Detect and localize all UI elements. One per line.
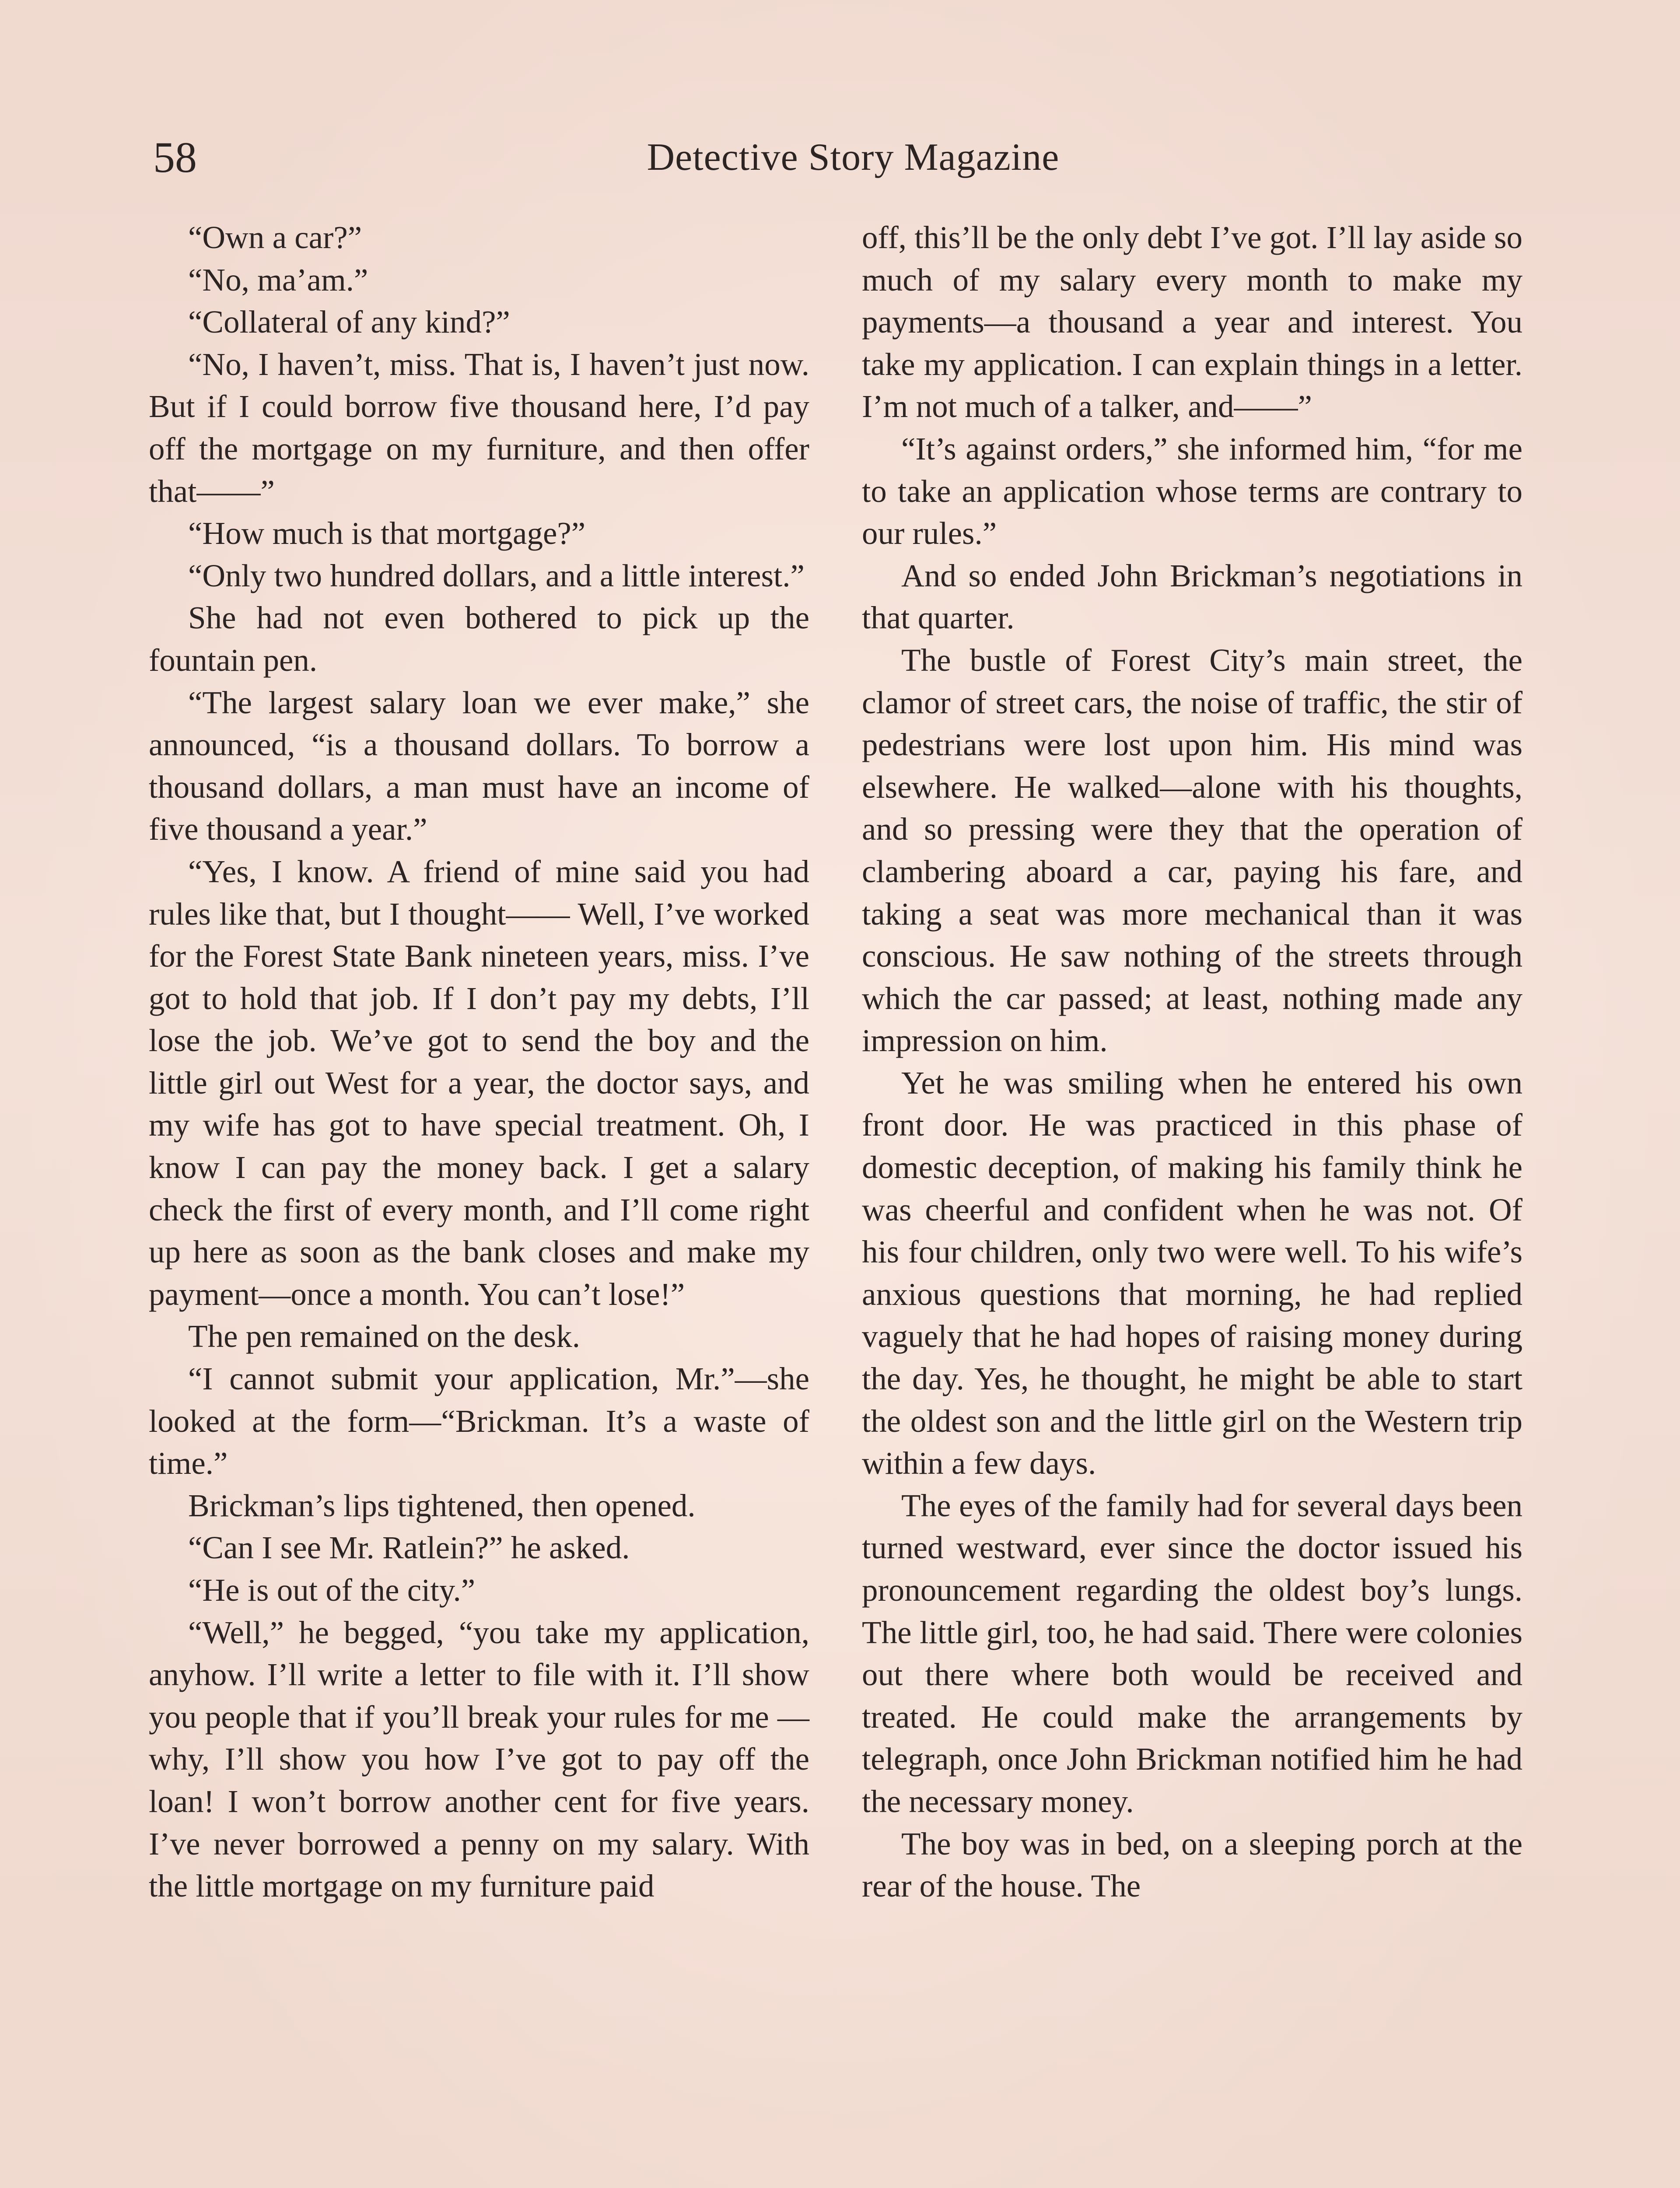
paragraph: She had not even bothered to pick up the fountain pen.: [149, 600, 809, 678]
paragraph: The pen remained on the desk.: [188, 1318, 580, 1354]
paragraph: “Well,” he begged, “you take my application, anyhow. I’ll write a letter to file with it. I’ll show you people that if you’ll break your rules for me —why, I’ll show you how I’ve got to pay off the loan! I won’t borrow another cent for five years. I’ve never borrowed a penny on my salary. With the little mortgage on my furniture paid: [149, 1614, 809, 1904]
paragraph: “I cannot submit your application, Mr.”—she looked at the form—“Brickman. It’s a waste of time.”: [149, 1361, 809, 1481]
paragraph: The eyes of the family had for several days been turned westward, ever since the doctor issued his pronouncement regarding the oldest boy’s lungs. The little girl, too, he had said. There were colonies out there where both would be received and treated. He could make the arrangements by telegraph, once John Brickman notified him he had the necessary money.: [862, 1487, 1522, 1819]
paragraph: “He is out of the city.”: [188, 1572, 476, 1608]
page-number: 58: [153, 133, 197, 182]
paragraph: “Collateral of any kind?”: [188, 304, 510, 340]
paragraph: The boy was in bed, on a sleeping porch at the rear of the house. The: [862, 1826, 1522, 1904]
paragraph: And so ended John Brickman’s negotiations in that quarter.: [862, 558, 1522, 636]
paragraph-continuation: off, this’ll be the only debt I’ve got. I’ll lay aside so much of my salary every month to make my payments—a thousand a year and interest. You take my application. I can explain things in a letter. I’m not much of a talker, and——”: [862, 220, 1522, 424]
paragraph: “How much is that mortgage?”: [188, 515, 586, 551]
paragraph: “No, ma’am.”: [188, 262, 368, 298]
running-title: Detective Story Magazine: [647, 136, 1060, 179]
paragraph: “Only two hundred dollars, and a little interest.”: [188, 558, 805, 593]
paragraph: Yet he was smiling when he entered his own front door. He was practiced in this phase of domestic deception, of making his family think he was cheerful and confident when he was not. Of his four children, only two were well. To his wife’s anxious questions that morning, he had replied vaguely that he had hopes of raising money during the day. Yes, he thought, he might be able to start the oldest son and the little girl on the Western trip within a few days.: [862, 1065, 1522, 1481]
paragraph: “The largest salary loan we ever make,” she announced, “is a thousand dollars. To borrow a thousand dollars, a man must have an income of five thousand a year.”: [149, 684, 809, 847]
paragraph: “Own a car?”: [188, 220, 362, 255]
paragraph: Brickman’s lips tightened, then opened.: [188, 1487, 696, 1523]
paragraph: “It’s against orders,” she informed him, “for me to take an application whose terms are contrary to our rules.”: [862, 431, 1522, 551]
left-column: [149, 217, 809, 1907]
paragraph: The bustle of Forest City’s main street, the clamor of street cars, the noise of traffic, the stir of pedestrians were lost upon him. His mind was elsewhere. He walked—alone with his thoughts, and so pressing were they that the operation of clambering aboard a car, paying his fare, and taking a seat was more mechanical than it was conscious. He saw nothing of the streets through which the car passed; at least, nothing made any impression on him.: [862, 642, 1522, 1059]
paragraph: “No, I haven’t, miss. That is, I haven’t just now. But if I could borrow five thousand here, I’d pay off the mortgage on my furniture, and then offer that——”: [149, 346, 809, 509]
paragraph: “Can I see Mr. Ratlein?” he asked.: [188, 1530, 630, 1566]
right-column: [862, 217, 1522, 1907]
page-header: [153, 129, 1553, 186]
paragraph: “Yes, I know. A friend of mine said you had rules like that, but I thought—— Well, I’ve worked for the Forest State Bank nineteen years, miss. I’ve got to hold that job. If I don’t pay my debts, I’ll lose the job. We’ve got to send the boy and the little girl out West for a year, the doctor says, and my wife has got to have special treatment. Oh, I know I can pay the money back. I get a salary check the first of every month, and I’ll come right up here as soon as the bank closes and make my payment—once a month. You can’t lose!”: [149, 853, 809, 1312]
